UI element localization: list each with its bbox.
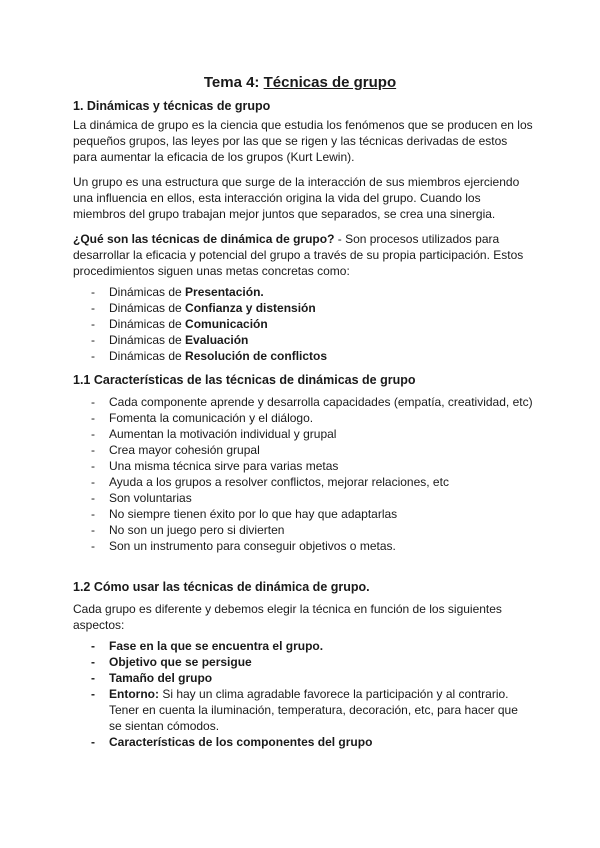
list-item: - Fomenta la comunicación y el diálogo.	[73, 410, 533, 426]
usage-list	[73, 638, 533, 750]
title-main: Técnicas de grupo	[263, 74, 397, 91]
section-1-paragraph-2: Un grupo es una estructura que surge de la interacción de sus miembros ejerciendo una influencia en ellos, esta interacción origina la vida del grupo. Cuando los miembros del grupo trabajan mejor juntos que separados, se crea una sinergia.	[73, 175, 520, 221]
list-item	[73, 686, 533, 734]
list-item: - Aumentan la motivación individual y grupal	[73, 426, 533, 442]
list-item	[73, 670, 533, 686]
item-bold: Características de los componentes del grupo	[109, 735, 373, 749]
item-prefix: Dinámicas de	[109, 285, 186, 299]
list-item: - Crea mayor cohesión grupal	[73, 442, 533, 458]
list-item: - Cada componente aprende y desarrolla capacidades (empatía, creatividad, etc)	[73, 394, 533, 410]
list-item	[73, 300, 533, 316]
item-bold: Tamaño del grupo	[109, 671, 213, 685]
list-item: - Son voluntarias	[73, 490, 533, 506]
item-bold: Entorno:	[109, 687, 159, 701]
section-1-2-heading: 1.2 Cómo usar las técnicas de dinámica de grupo.	[73, 580, 370, 594]
item-bold: Confianza y distensión	[185, 301, 316, 315]
item-bold: Evaluación	[185, 333, 249, 347]
section-1-heading: 1. Dinámicas y técnicas de grupo	[73, 99, 271, 113]
section-1-paragraph-1: La dinámica de grupo es la ciencia que estudia los fenómenos que se producen en los pequeños grupos, las leyes por las que se rigen y las técnicas derivadas de estos para aumentar la eficacia de los grupos (Kurt Lewin).	[73, 118, 533, 164]
section-1	[73, 98, 533, 364]
list-item	[73, 654, 533, 670]
item-prefix: Dinámicas de	[109, 317, 186, 331]
list-item	[73, 638, 533, 654]
page-title	[0, 74, 600, 92]
item-bold: Resolución de conflictos	[185, 349, 328, 363]
title-prefix: Tema 4:	[203, 74, 260, 91]
list-item	[73, 734, 533, 750]
section-1-1-heading: 1.1 Características de las técnicas de dinámicas de grupo	[73, 373, 416, 387]
section-1-2-intro: Cada grupo es diferente y debemos elegir la técnica en función de los siguientes aspectos:	[73, 602, 502, 632]
item-bold: Presentación.	[185, 285, 264, 299]
list-item	[73, 332, 533, 348]
item-bold: Objetivo que se persigue	[109, 655, 252, 669]
list-item	[73, 316, 533, 332]
section-1-2	[73, 579, 533, 750]
list-item: - No siempre tienen éxito por lo que hay que adaptarlas	[73, 506, 533, 522]
item-rest: Si hay un clima agradable favorece la participación y al contrario. Tener en cuenta la iluminación, temperatura, decoración, etc, para hacer que se sientan cómodos.	[109, 687, 518, 733]
item-bold: Comunicación	[185, 317, 268, 331]
item-prefix: Dinámicas de	[109, 333, 186, 347]
section-1-1	[73, 372, 533, 554]
list-item: - Una misma técnica sirve para varias metas	[73, 458, 533, 474]
item-prefix: Dinámicas de	[109, 349, 186, 363]
item-bold: Fase en la que se encuentra el grupo.	[109, 639, 324, 653]
question-bold: ¿Qué son las técnicas de dinámica de grupo?	[73, 232, 335, 246]
section-1-question	[73, 231, 533, 279]
dynamics-list	[73, 284, 533, 364]
characteristics-list	[73, 394, 533, 554]
list-item	[73, 348, 533, 364]
list-item	[73, 284, 533, 300]
list-item: - No son un juego pero si divierten	[73, 522, 533, 538]
list-item: - Ayuda a los grupos a resolver conflictos, mejorar relaciones, etc	[73, 474, 533, 490]
item-prefix: Dinámicas de	[109, 301, 186, 315]
list-item: - Son un instrumento para conseguir objetivos o metas.	[73, 538, 533, 554]
question-rest: - Son procesos utilizados para desarrollar la eficacia y potencial del grupo a través de su propia participación. Estos procedimientos siguen unas metas concretas como:	[73, 232, 524, 278]
